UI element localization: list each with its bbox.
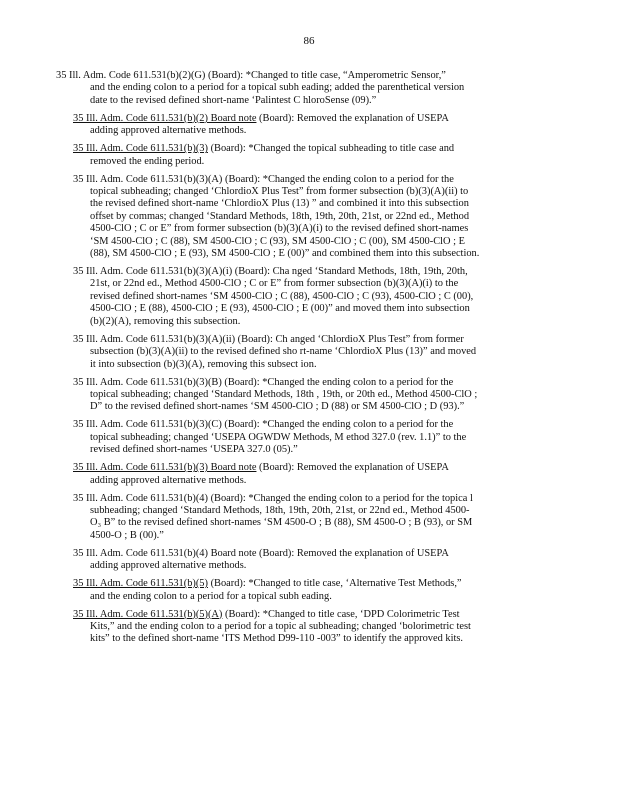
entry-continuation-line: topical subheading; changed ‘ChlordioX Plus Test” from former subsection (b)(3)(A)(ii) to — [90, 186, 469, 198]
entry-first-line: 35 Ill. Adm. Code 611.531(b)(5) (Board): *Changed to title case, ‘Alternative Test Methods,” — [73, 578, 462, 590]
entry-first-line: 35 Ill. Adm. Code 611.531(b)(2)(G) (Board): *Changed to title case, “Amperometric Sensor,” — [56, 70, 446, 81]
entry-continuation-line: kits” to the defined short-name ‘ITS Method D99-110 -003” to identify the approved kits. — [90, 633, 464, 645]
amendment-entry — [73, 493, 529, 543]
entry-continuation-line: (88), SM 4500-ClO ; E (93), SM 4500-ClO ; E (00)” and combined them into this subsection. — [90, 248, 480, 260]
entry-continuation-line: 4500-O ; B (00).” — [90, 529, 164, 541]
entry-continuation-line: the revised defined short-name ‘ChlordioX Plus (13) ” and combined it into this subsection — [90, 198, 469, 210]
entry-continuation-line: and the ending colon to a period for a topical subh eading. — [90, 590, 332, 602]
underlined-citation: 35 Ill. Adm. Code 611.531(b)(2) Board note — [73, 112, 257, 124]
entry-continuation-line: 4500-ClO ; E (88), 4500-ClO ; E (93), 4500-ClO ; E (00)” and moved them into subsection — [90, 303, 470, 315]
entry-continuation-line: it into subsection (b)(3)(A), removing this subsect ion. — [90, 358, 317, 370]
entry-first-line: 35 Ill. Adm. Code 611.531(b)(3)(A)(ii) (Board): Ch anged ‘ChlordioX Plus Test” from former — [73, 333, 464, 345]
entry-continuation-line: adding approved alternative methods. — [90, 474, 247, 486]
amendment-entry — [73, 548, 529, 573]
amendment-entry — [73, 334, 529, 371]
amendment-entry — [73, 578, 529, 603]
entry-first-line: 35 Ill. Adm. Code 611.531(b)(3) Board note (Board): Removed the explanation of USEPA — [73, 462, 449, 474]
amendment-entry — [73, 419, 529, 456]
amendment-entry — [73, 113, 529, 138]
entry-continuation-line: date to the revised defined short-name ‘Palintest C hloroSense (09).” — [90, 94, 377, 106]
amendment-entry — [73, 609, 529, 646]
entry-continuation-line: (b)(2)(A), removing this subsection. — [90, 315, 241, 327]
page-number: 86 — [303, 35, 315, 47]
entry-continuation-line: topical subheading; changed ‘Standard Methods, 18th , 19th, or 20th ed., Method 4500-ClO ; — [90, 388, 478, 400]
entry-first-line: 35 Ill. Adm. Code 611.531(b)(3)(B) (Board): *Changed the ending colon to a period for the — [73, 376, 454, 388]
entry-continuation-line: revised defined short-names ‘SM 4500-ClO ; C (88), 4500-ClO ; C (93), 4500-ClO ; C (00), — [90, 290, 474, 302]
entry-continuation-line: removed the ending period. — [90, 155, 205, 167]
entry-continuation-line: revised defined short-names ‘USEPA 327.0 (05).” — [90, 444, 298, 456]
underlined-citation: 35 Ill. Adm. Code 611.531(b)(3) — [73, 143, 208, 155]
amendment-entry — [56, 70, 529, 107]
underlined-citation: 35 Ill. Adm. Code 611.531(b)(5)(A) — [73, 608, 223, 620]
entry-continuation-line: and the ending colon to a period for a topical subh eading; added the parenthetical version — [90, 82, 465, 94]
entry-first-line: 35 Ill. Adm. Code 611.531(b)(2) Board note (Board): Removed the explanation of USEPA — [73, 112, 449, 124]
entry-continuation-line: subsection (b)(3)(A)(ii) to the revised defined sho rt-name ‘ChlordioX Plus (13)” and moved — [90, 346, 477, 358]
entry-continuation-line: D” to the revised defined short-names ‘SM 4500-ClO ; D (88) or SM 4500-ClO ; D (93).” — [90, 401, 465, 413]
entry-first-line: 35 Ill. Adm. Code 611.531(b)(3)(A) (Board): *Changed the ending colon to a period for the — [73, 173, 454, 185]
entry-continuation-line: offset by commas; changed ‘Standard Methods, 18th, 19th, 20th, 21st, or 22nd ed., Method — [90, 210, 470, 222]
amendment-entry — [73, 377, 529, 414]
amendment-entry — [73, 174, 529, 261]
entry-continuation-line: adding approved alternative methods. — [90, 560, 247, 572]
entry-list — [56, 70, 529, 651]
entry-continuation-line: adding approved alternative methods. — [90, 125, 247, 137]
entry-first-line: 35 Ill. Adm. Code 611.531(b)(3)(A)(i) (Board): Cha nged ‘Standard Methods, 18th, 19th, 20th, — [73, 266, 468, 278]
entry-continuation-line: Kits,” and the ending colon to a period for a topic al subheading; changed ‘bolorimetric test — [90, 620, 471, 632]
entry-continuation-line: subheading; changed ‘Standard Methods, 18th, 19th, 20th, 21st, or 22nd ed., Method 4500- — [90, 504, 470, 516]
underlined-citation: 35 Ill. Adm. Code 611.531(b)(5) — [73, 578, 208, 590]
entry-continuation-line: topical subheading; changed ‘USEPA OGWDW Methods, M ethod 327.0 (rev. 1.1)” to the — [90, 431, 467, 443]
amendment-entry — [73, 462, 529, 487]
entry-first-line: 35 Ill. Adm. Code 611.531(b)(3) (Board): *Changed the topical subheading to title case and — [73, 143, 455, 155]
entry-first-line: 35 Ill. Adm. Code 611.531(b)(4) (Board): *Changed the ending colon to a period for the topica l — [73, 492, 473, 504]
amendment-entry — [73, 266, 529, 328]
entry-continuation-line: 21st, or 22nd ed., Method 4500-ClO ; C or E” from former subsection (b)(3)(A)(i) to the — [90, 278, 459, 290]
entry-first-line: 35 Ill. Adm. Code 611.531(b)(3)(C) (Board): *Changed the ending colon to a period for the — [73, 419, 454, 431]
entry-continuation-line: ‘SM 4500-ClO ; C (88), SM 4500-ClO ; C (93), SM 4500-ClO ; C (00), SM 4500-ClO ; E — [90, 235, 465, 247]
amendment-entry — [73, 143, 529, 168]
entry-continuation-line: 4500-ClO ; C or E” from former subsection (b)(3)(A)(i) to the revised defined short-names — [90, 223, 469, 235]
entry-first-line: 35 Ill. Adm. Code 611.531(b)(5)(A) (Board): *Changed to title case, ‘DPD Colorimetric Test — [73, 608, 460, 620]
underlined-citation: 35 Ill. Adm. Code 611.531(b)(3) Board note — [73, 462, 257, 474]
entry-continuation-line: O₃ B” to the revised defined short-names ‘SM 4500-O ; B (88), SM 4500-O ; B (93), or SM — [90, 517, 473, 529]
entry-first-line: 35 Ill. Adm. Code 611.531(b)(4) Board note (Board): Removed the explanation of USEPA — [73, 547, 449, 559]
